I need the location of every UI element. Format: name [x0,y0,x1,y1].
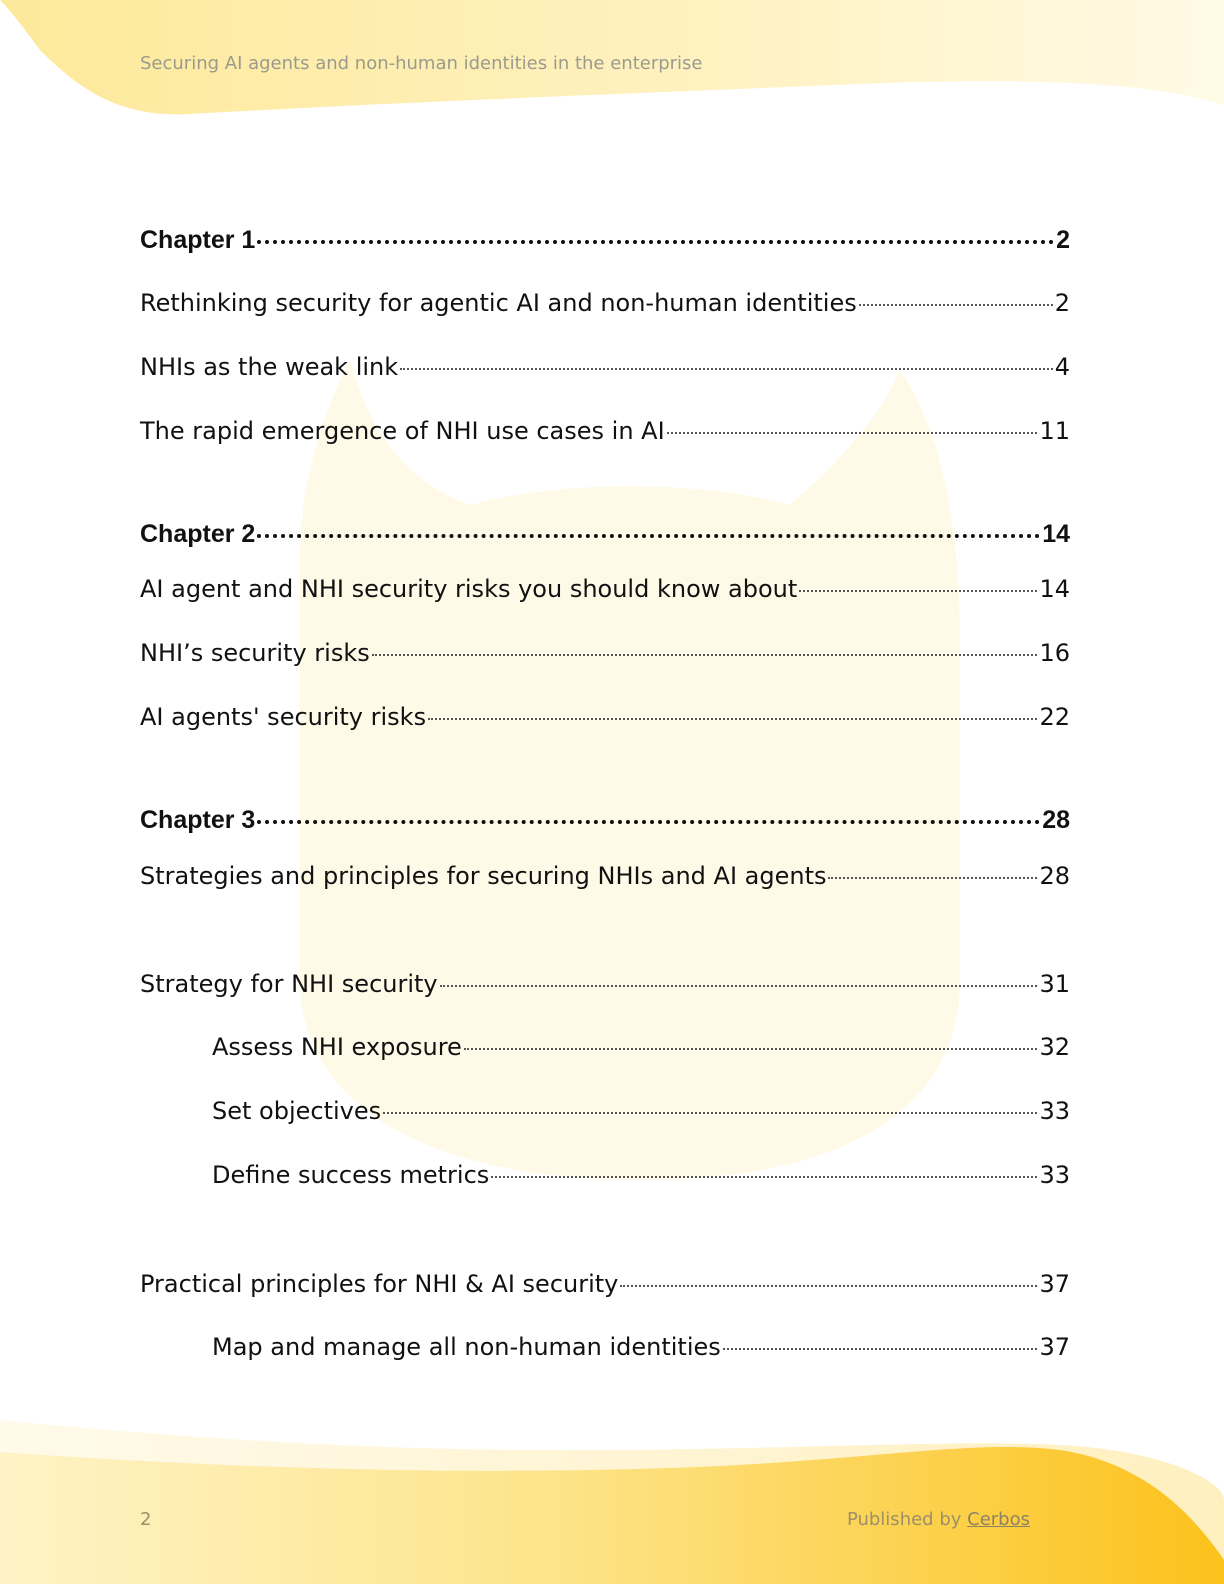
toc-entry-title: Set objectives [212,1097,382,1125]
toc-leader-dots [257,534,1040,538]
toc-entry-title: Chapter 1 [140,226,256,254]
toc-entry[interactable] [140,804,1070,836]
toc-entry[interactable] [140,518,1070,550]
toc-entry-page: 14 [1039,575,1070,603]
toc-entry-page: 28 [1039,862,1070,890]
toc-leader-dots [440,985,1038,987]
toc-entry-page: 14 [1042,520,1070,548]
toc-entry-title: Rethinking security for agentic AI and non-human identities [140,289,857,317]
toc-entry-title: Assess NHI exposure [212,1033,462,1061]
toc-leader-dots [464,1048,1038,1050]
toc-entry[interactable] [140,701,1070,733]
toc-entry-title: Define success metrics [212,1161,490,1189]
toc-entry-page: 11 [1039,417,1070,445]
toc-entry-title: Chapter 2 [140,520,256,548]
footer-published-by-label: Published by [846,1509,962,1530]
toc-leader-dots [383,1112,1037,1114]
toc-entry[interactable] [212,1031,1070,1063]
toc-leader-dots [859,304,1053,306]
toc-leader-dots [491,1176,1037,1178]
toc-entry-title: Strategy for NHI security [140,970,438,998]
toc-leader-dots [828,877,1037,879]
toc-entry-page: 33 [1039,1161,1070,1189]
footer-page-number: 2 [140,1509,152,1530]
toc-entry-page: 4 [1054,353,1070,381]
toc-leader-dots [723,1348,1038,1350]
toc-entry[interactable] [140,860,1070,892]
toc-entry[interactable] [140,224,1070,256]
toc-leader-dots [667,432,1038,434]
toc-entry[interactable] [140,1268,1070,1300]
toc-entry[interactable] [140,351,1070,383]
toc-entry[interactable] [212,1095,1070,1127]
toc-entry[interactable] [212,1331,1070,1363]
toc-entry[interactable] [140,415,1070,447]
toc-entry-page: 37 [1039,1270,1070,1298]
toc-leader-dots [620,1285,1037,1287]
toc-leader-dots [257,240,1054,244]
toc-entry-title: AI agent and NHI security risks you should know about [140,575,798,603]
toc-entry-page: 2 [1056,226,1070,254]
publisher-link[interactable]: Cerbos [967,1509,1030,1530]
toc-entry[interactable] [140,968,1070,1000]
toc-entry[interactable] [140,287,1070,319]
toc-entry-page: 37 [1039,1333,1070,1361]
toc-entry-page: 28 [1042,806,1070,834]
toc-entry-title: NHIs as the weak link [140,353,399,381]
toc-entry-title: Map and manage all non-human identities [212,1333,721,1361]
toc-entry-page: 32 [1039,1033,1070,1061]
toc-leader-dots [428,718,1037,720]
toc-leader-dots [257,820,1040,824]
toc-entry-page: 16 [1039,639,1070,667]
toc-entry[interactable] [212,1159,1070,1191]
toc-entry-title: Practical principles for NHI & AI security [140,1270,619,1298]
toc-leader-dots [400,368,1053,370]
toc-leader-dots [372,654,1038,656]
toc-entry-title: AI agents' security risks [140,703,427,731]
toc-entry-page: 22 [1039,703,1070,731]
toc-entry[interactable] [140,637,1070,669]
toc-leader-dots [799,590,1037,592]
toc-entry-title: NHI’s security risks [140,639,370,667]
running-header: Securing AI agents and non-human identities in the enterprise [140,53,703,74]
toc-entry-page: 33 [1039,1097,1070,1125]
toc-entry-title: The rapid emergence of NHI use cases in AI [140,417,665,445]
footer-publisher [847,1509,1030,1530]
toc-entry-title: Strategies and principles for securing NHIs and AI agents [140,862,827,890]
toc-entry[interactable] [140,573,1070,605]
toc-entry-page: 31 [1039,970,1070,998]
toc-entry-title: Chapter 3 [140,806,256,834]
toc-entry-page: 2 [1054,289,1070,317]
